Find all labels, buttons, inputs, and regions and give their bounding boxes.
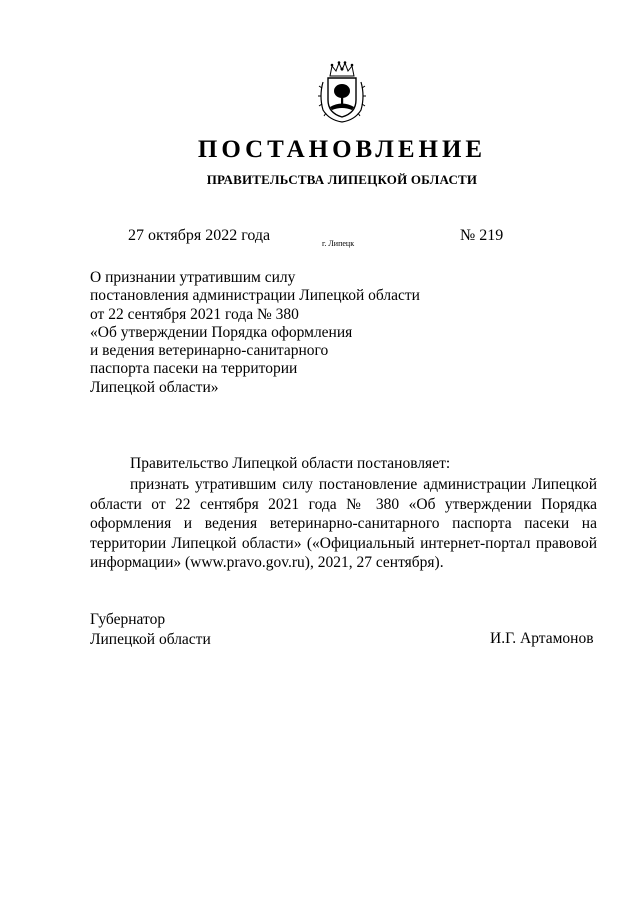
heading-line: постановления администрации Липецкой области — [90, 287, 420, 305]
heading-line: «Об утверждении Порядка оформления — [90, 323, 353, 341]
document-number: № 219 — [460, 227, 504, 244]
signature-title — [90, 610, 211, 649]
signature-title-line: Губернатор — [90, 611, 166, 628]
signature-name: И.Г. Артамонов — [490, 630, 594, 647]
heading-line: Липецкой области» — [90, 378, 219, 396]
heading-line: и ведения ветеринарно-санитарного — [90, 342, 329, 360]
heading-line: О признании утратившим силу — [90, 269, 296, 286]
heading-line: от 22 сентября 2021 года № 380 — [90, 305, 299, 323]
document-city: г. Липецк — [322, 239, 355, 248]
document-body: признать утратившим силу постановление администрации Липецкой области от 22 сентября 2021 года № 380 «Об утверждении Порядка оформления и ведения ветеринарно-санитарного паспорта пасеки на территории Липецкой области» («Официальный интернет-портал правовой информации» (www.pravo.gov.ru), 2021, 27 сентября). — [90, 476, 597, 571]
document-title: ПОСТАНОВЛЕНИЕ — [197, 136, 487, 163]
heading-line: паспорта пасеки на территории — [90, 360, 298, 378]
document-heading — [90, 269, 420, 397]
lipetsk-coat-of-arms-icon — [317, 60, 367, 124]
document-preamble: Правительство Липецкой области постановляет: — [130, 455, 451, 472]
document-date: 27 октября 2022 года — [128, 227, 271, 244]
document-subtitle: ПРАВИТЕЛЬСТВА ЛИПЕЦКОЙ ОБЛАСТИ — [206, 172, 478, 187]
signature-title-line: Липецкой области — [90, 630, 211, 648]
